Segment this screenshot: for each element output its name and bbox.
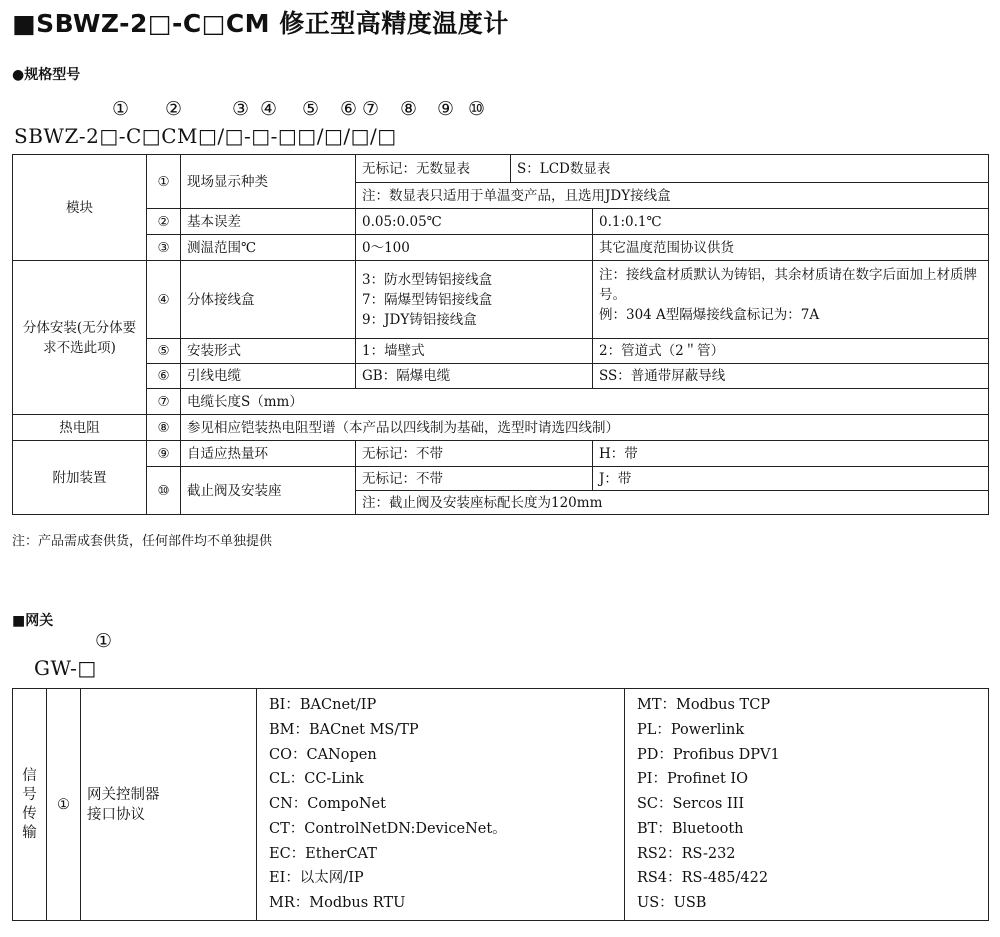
option-note: 注：接线盒材质默认为铸铝，其余材质请在数字后面加上材质牌号。 (599, 267, 977, 303)
circled-number: ⑩ (468, 98, 486, 120)
option-value: 1：墙壁式 (356, 339, 593, 364)
list-item: BM：BACnet MS/TP (269, 721, 419, 738)
option-name: 引线电缆 (181, 364, 356, 389)
option-name: 参见相应铠装热电阻型谱（本产品以四线制为基础，选型时请选四线制） (181, 415, 989, 441)
circled-number: ② (165, 98, 183, 120)
circled-number: ③ (232, 98, 250, 120)
group-module: 模块 (13, 155, 147, 261)
option-name: 电缆长度S（mm） (181, 389, 989, 415)
list-item: CN：CompoNet (269, 796, 386, 813)
list-item: MR：Modbus RTU (269, 895, 406, 912)
row-number: ⑥ (147, 364, 181, 389)
table-row (13, 235, 989, 261)
option-value: GB：隔爆电缆 (356, 364, 593, 389)
table-row (13, 155, 989, 183)
circled-number: ⑤ (302, 98, 320, 120)
list-item: PL：Powerlink (637, 721, 745, 738)
protocol-list-right (625, 689, 989, 921)
spec-circled-numbers (0, 98, 1000, 120)
option-note: 例：304 A型隔爆接线盒标记为：7A (599, 307, 820, 323)
gateway-table (12, 688, 989, 921)
list-item: BT：Bluetooth (637, 820, 744, 837)
group-label: 信号传输 (22, 767, 37, 841)
row-number: ④ (147, 261, 181, 339)
option-value: 0～100 (356, 235, 593, 261)
option-value: SS：普通带屏蔽导线 (593, 364, 989, 389)
option-name: 网关控制器 (87, 786, 160, 803)
table-row (13, 415, 989, 441)
option-value: 无标记：不带 (356, 441, 593, 467)
table-row (13, 261, 989, 339)
list-item: EC：EtherCAT (269, 845, 377, 862)
junction-box-options (356, 261, 593, 339)
list-item: RS4：RS-485/422 (637, 870, 769, 887)
spec-heading: ●规格型号 (12, 67, 81, 83)
circled-number: ⑧ (400, 98, 418, 120)
row-number: ⑦ (147, 389, 181, 415)
circled-number: ① (112, 98, 130, 120)
list-item: RS2：RS-232 (637, 845, 736, 862)
list-item: MT：Modbus TCP (637, 696, 771, 713)
table-row (13, 689, 989, 921)
table-row (13, 389, 989, 415)
option-value: 2：管道式（2＂管） (593, 339, 989, 364)
option-value: 3：防水型铸铝接线盒 (362, 271, 493, 288)
option-name: 接口协议 (87, 806, 145, 823)
row-number: ① (47, 689, 81, 921)
option-name: 测温范围℃ (181, 235, 356, 261)
option-value: 9：JDY铸铝接线盒 (362, 311, 477, 328)
option-name: 截止阀及安装座 (181, 467, 356, 515)
table-row (13, 364, 989, 389)
option-value: 无标记：不带 (356, 467, 593, 491)
row-number: ① (147, 155, 181, 209)
option-name: 安装形式 (181, 339, 356, 364)
option-name: 现场显示种类 (181, 155, 356, 209)
gateway-name (81, 689, 257, 921)
gateway-heading: ■网关 (12, 613, 54, 629)
list-item: PD：Profibus DPV1 (637, 746, 780, 763)
list-item: BI：BACnet/IP (269, 696, 377, 713)
option-name: 基本误差 (181, 209, 356, 235)
circled-number: ④ (260, 98, 278, 120)
list-item: PI：Profinet IO (637, 771, 749, 788)
group-signal (13, 689, 47, 921)
option-value: J：带 (593, 467, 989, 491)
table-row (13, 209, 989, 235)
option-value: 其它温度范围协议供货 (593, 235, 989, 261)
option-note: 注：数显表只适用于单温变产品，且选用JDY接线盒 (356, 183, 989, 209)
junction-box-note (593, 261, 989, 339)
row-number: ⑨ (147, 441, 181, 467)
list-item: US：USB (637, 895, 707, 912)
option-value: H：带 (593, 441, 989, 467)
row-number: ② (147, 209, 181, 235)
option-name: 分体接线盒 (181, 261, 356, 339)
table-row (13, 441, 989, 467)
circled-number: ⑥ (340, 98, 358, 120)
footnote: 注：产品需成套供货，任何部件均不单独提供 (12, 534, 273, 549)
row-number: ⑧ (147, 415, 181, 441)
option-name: 自适应热量环 (181, 441, 356, 467)
option-value: 无标记：无数显表 (356, 155, 511, 183)
group-extra: 附加装置 (13, 441, 147, 515)
option-value: 0.05:0.05℃ (356, 209, 593, 235)
circled-number: ⑨ (437, 98, 455, 120)
circled-number: ⑦ (362, 98, 380, 120)
group-rtd: 热电阻 (13, 415, 147, 441)
option-value: 0.1:0.1℃ (593, 209, 989, 235)
table-row (13, 467, 989, 491)
list-item: CO：CANopen (269, 746, 377, 763)
option-value: 7：隔爆型铸铝接线盒 (362, 291, 493, 308)
row-number: ③ (147, 235, 181, 261)
list-item: EI：以太网/IP (269, 870, 364, 887)
gateway-model-code: GW-□ (34, 656, 97, 680)
circled-number: ① (95, 630, 113, 652)
option-note: 注：截止阀及安装座标配长度为120mm (356, 491, 989, 515)
table-row (13, 339, 989, 364)
list-item: CT：ControlNetDN:DeviceNet。 (269, 820, 507, 837)
page-title: ■SBWZ-2□-C□CM 修正型高精度温度计 (12, 9, 509, 38)
row-number: ⑩ (147, 467, 181, 515)
list-item: CL：CC-Link (269, 771, 364, 788)
option-value: S：LCD数显表 (511, 155, 989, 183)
group-split-install: 分体安装(无分体要求不选此项) (13, 261, 147, 415)
spec-table (12, 154, 989, 515)
spec-model-code: SBWZ-2□-C□CM□/□-□-□□/□/□/□ (14, 124, 397, 148)
row-number: ⑤ (147, 339, 181, 364)
protocol-list-left (257, 689, 625, 921)
list-item: SC：Sercos III (637, 796, 745, 813)
